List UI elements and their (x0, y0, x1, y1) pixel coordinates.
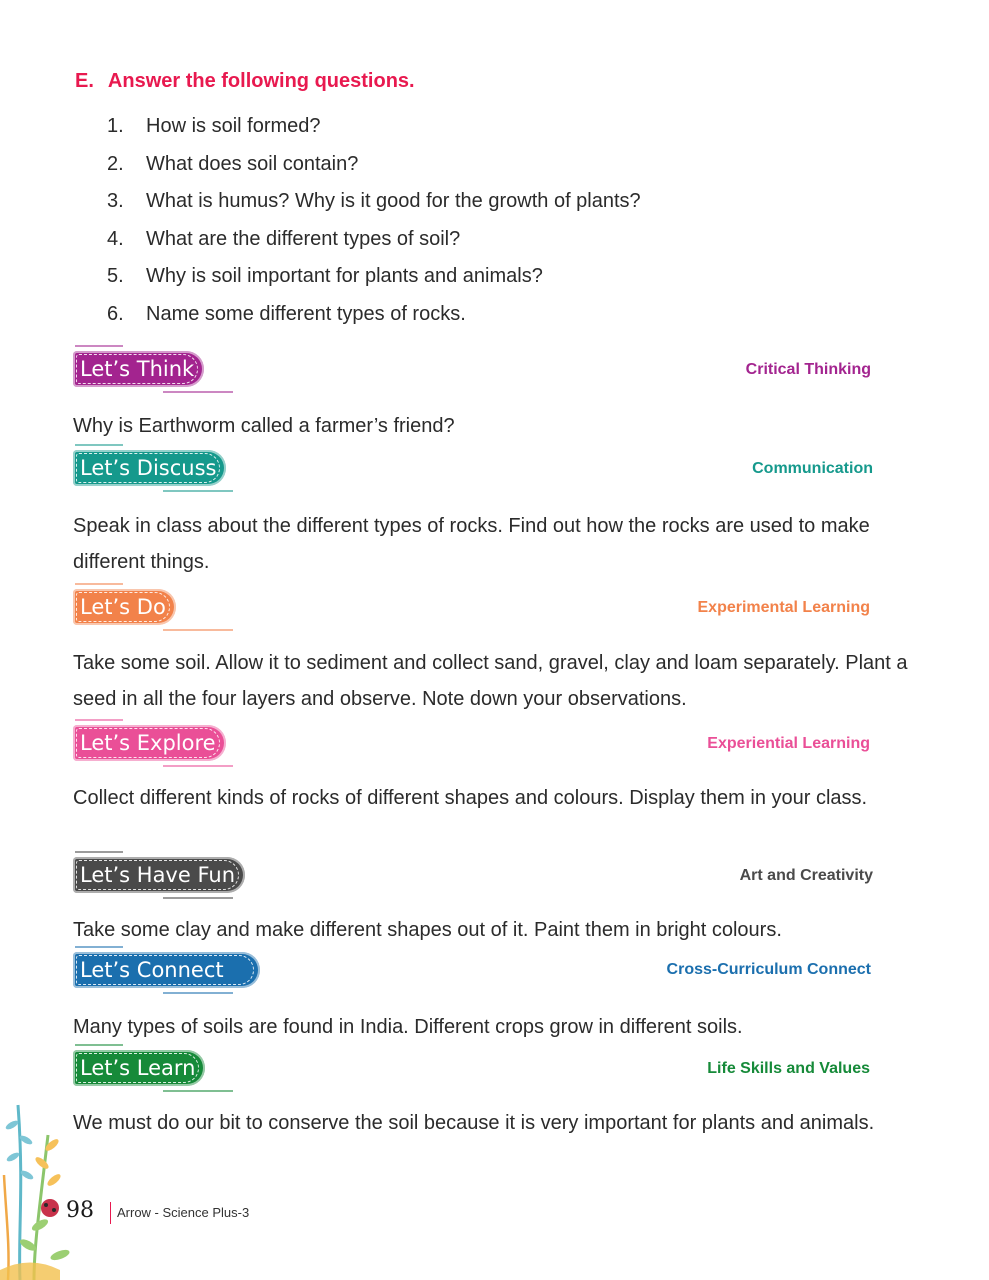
lets-think-text: Why is Earthworm called a farmer’s friend? (73, 415, 455, 437)
lets-connect-text: Many types of soils are found in India. Different crops grow in different soils. (73, 1016, 743, 1038)
question-number: 1. (107, 115, 124, 137)
skill-label-experiential-learning: Experiential Learning (707, 735, 870, 752)
skill-label-life-skills-and-values: Life Skills and Values (707, 1060, 870, 1077)
plant-decoration-icon (0, 1095, 95, 1280)
lets-learn-tab (73, 1050, 205, 1086)
lets-have-fun-text: Take some clay and make different shapes out of it. Paint them in bright colours. (73, 919, 782, 941)
question-text: How is soil formed? (146, 115, 321, 137)
question-text: Why is soil important for plants and animals? (146, 265, 543, 287)
question-item (107, 258, 641, 296)
tab-label: Let’s Think (80, 357, 195, 381)
question-text: What does soil contain? (146, 152, 359, 175)
skill-label-cross-curriculum-connect: Cross-Curriculum Connect (666, 961, 871, 978)
tab-label: Let’s Discuss (80, 456, 217, 480)
tab-label: Let’s Learn (80, 1056, 196, 1080)
question-item (107, 183, 641, 221)
question-number: 4. (107, 227, 124, 250)
question-item (107, 296, 641, 334)
question-number: 5. (107, 265, 124, 287)
question-text: What are the different types of soil? (146, 227, 461, 250)
section-letter: E. (75, 70, 94, 92)
question-item (107, 108, 641, 146)
skill-label-critical-thinking: Critical Thinking (745, 361, 871, 378)
lets-connect-tab (73, 952, 260, 988)
lets-discuss-text: Speak in class about the different types of rocks. Find out how the rocks are used to make different things. (73, 515, 870, 573)
lets-explore-text: Collect different kinds of rocks of different shapes and colours. Display them in your class. (73, 787, 868, 809)
lets-think-tab (73, 351, 204, 387)
lets-learn-text: We must do our bit to conserve the soil because it is very important for plants and animals. (73, 1112, 875, 1134)
tab-label: Let’s Do (80, 595, 166, 619)
lets-do-tab (73, 589, 176, 625)
question-item (107, 221, 641, 259)
tab-label: Let’s Have Fun (80, 863, 236, 887)
section-title: Answer the following questions. (107, 70, 415, 92)
tab-label: Let’s Explore (80, 731, 216, 755)
lets-discuss-tab (73, 450, 226, 486)
skill-label-art-and-creativity: Art and Creativity (739, 867, 873, 884)
question-number: 3. (107, 190, 124, 212)
question-text: Name some different types of rocks. (146, 302, 466, 325)
tab-label: Let’s Connect (80, 958, 224, 982)
question-list (107, 108, 641, 333)
skill-label-experimental-learning: Experimental Learning (697, 599, 870, 616)
lets-explore-tab (73, 725, 226, 761)
question-number: 2. (107, 152, 124, 175)
book-title: Arrow - Science Plus-3 (117, 1205, 250, 1220)
footer-divider (110, 1202, 111, 1224)
skill-label-communication: Communication (752, 460, 873, 477)
page-number: 98 (66, 1198, 94, 1223)
section-e-heading (75, 70, 415, 93)
question-item (107, 146, 641, 184)
lets-have-fun-tab (73, 857, 245, 893)
question-number: 6. (107, 302, 124, 325)
question-text: What is humus? Why is it good for the growth of plants? (146, 190, 641, 212)
lets-do-text: Take some soil. Allow it to sediment and collect sand, gravel, clay and loam separately. Plant a seed in all the four layers and observe. Note down your observations. (73, 652, 908, 710)
